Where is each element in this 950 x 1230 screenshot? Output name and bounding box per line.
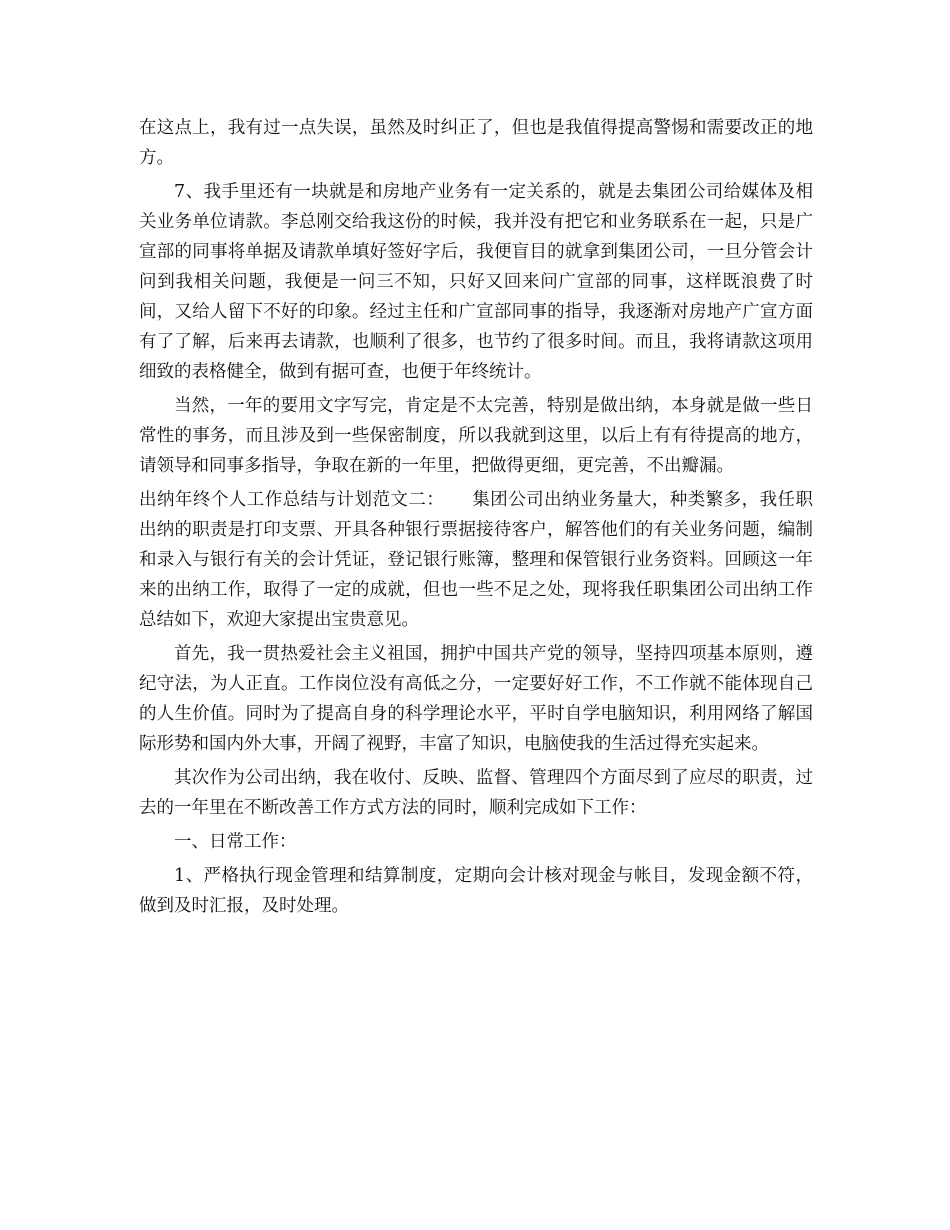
paragraph-first: 首先，我一贯热爱社会主义祖国，拥护中国共产党的领导，坚持四项基本原则，遵纪守法，为人正直。工作岗位没有高低之分，一定要好好工作，不工作就不能体现自己的人生价值。同时为了提高自身的科学理论水平，平时自学电脑知识，利用网络了解国际形势和国内外大事，开阔了视野，丰富了知识，电脑使我的生活过得充实起来。 (139, 644, 813, 754)
document-page (139, 113, 813, 925)
paragraph-second: 其次作为公司出纳，我在收付、反映、监督、管理四个方面尽到了应尽的职责，过去的一年里在不断改善工作方式方法的同时，顺利完成如下工作： (139, 768, 813, 818)
paragraph-item-7: 7、我手里还有一块就是和房地产业务有一定关系的，就是去集团公司给媒体及相关业务单位请款。李总刚交给我这份的时候，我并没有把它和业务联系在一起，只是广宣部的同事将单据及请款单填好签好字后，我便盲目的就拿到集团公司，一旦分管会计问到我相关问题，我便是一问三不知，只好又回来问广宣部的同事，这样既浪费了时间，又给人留下不好的印象。经过主任和广宣部同事的指导，我逐渐对房地产广宣方面有了了解，后来再去请款，也顺利了很多，也节约了很多时间。而且，我将请款这项用细致的表格健全，做到有据可查，也便于年终统计。 (139, 182, 813, 382)
paragraph-daily-item-1: 1、严格执行现金管理和结算制度，定期向会计核对现金与帐目，发现金额不符，做到及时汇报，及时处理。 (139, 866, 813, 916)
paragraph-conclusion: 当然，一年的要用文字写完，肯定是不太完善，特别是做出纳，本身就是做一些日常性的事务，而且涉及到一些保密制度，所以我就到这里，以后上有有待提高的地方，请领导和同事多指导，争取在新的一年里，把做得更细，更完善，不出瓣漏。 (139, 396, 813, 476)
subheading-daily-work: 一、日常工作： (174, 832, 297, 852)
paragraph-continuation: 在这点上，我有过一点失误，虽然及时纠正了，但也是我值得提高警惕和需要改正的地方。 (139, 118, 813, 168)
section-intro-paragraph (139, 485, 813, 635)
section-intro-text: 集团公司出纳业务量大，种类繁多，我任职出纳的职责是打印支票、开具各种银行票据接待客户，解答他们的有关业务问题，编制和录入与银行有关的会计凭证，登记银行账簿，整理和保管银行业务资料。回顾这一年来的出纳工作，取得了一定的成就，但也一些不足之处，现将我任职集团公司出纳工作总结如下，欢迎大家提出宝贵意见。 (139, 490, 814, 630)
section-heading: 出纳年终个人工作总结与计划范文二： (139, 490, 445, 510)
